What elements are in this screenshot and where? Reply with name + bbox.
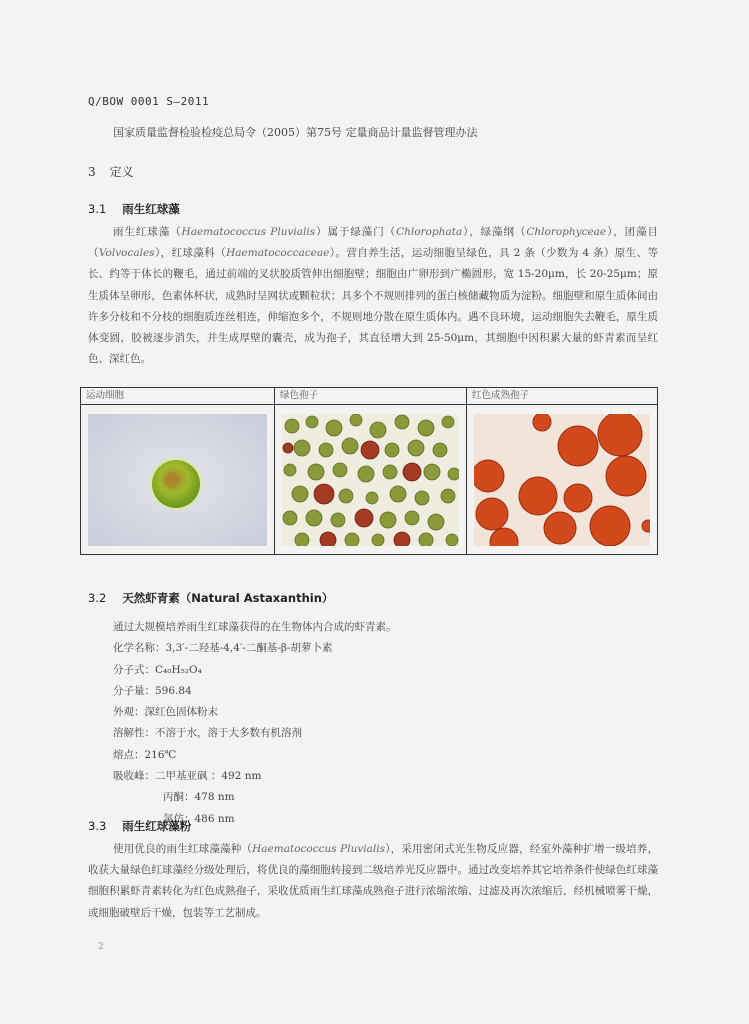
figure-label: 红色成熟孢子 [467, 388, 657, 405]
section-heading-3-2 [88, 590, 333, 606]
paragraph-algae-powder: 使用优良的雨生红球藻藻种（Haematococcus Pluvialis），采用密闭式光生物反应器，经室外藻种扩增一级培养，收获大量绿色红球藻经分级处理后，将优良的藻细胞转接到二级培养光反应器中。通过改变培养其它培养条件使绿色红球藻细胞积累虾青素转化为红色成熟孢子，采收优质雨生红球藻成熟孢子进行浓缩浓缩、过滤及再次浓缩后，经机械喷雾干燥，或细胞破壁后干燥，包装等工艺制成。 [88, 843, 659, 919]
spec-line: 溶解性：不溶于水，溶于大多数有机溶剂 [113, 727, 302, 740]
spec-line: 分子式：C₄₀H₅₂O₄ [113, 663, 202, 676]
section-heading-3-3 [88, 818, 191, 834]
spec-line: 化学名称：3,3′-二羟基-4,4′-二酮基-β-胡萝卜素 [113, 642, 333, 655]
red-spores-image [474, 414, 650, 546]
section-title: 定义 [109, 165, 134, 179]
figure-cell-green-spores [274, 388, 466, 554]
section-number: 3.1 [88, 202, 107, 216]
paragraph-haematococcus: 雨生红球藻（Haematococcus Pluvialis）属于绿藻门（Chlorophata），绿藻纲（Chlorophyceae），团藻目（Volvocales），红球藻科（Haematococcaceae）。营自养生活，运动细胞呈绿色，具 2 条（少数为 4 条）原生、等长、约等于体长的鞭毛，通过前端的叉状胶质管伸出细胞壁；细胞由广卵形到广椭圆形，宽 15-20μm，长 20-25μm；原生质体呈卵形，色素体杯状，成熟时呈网状或颗粒状；具多个不规则排列的蛋白核储藏物质为淀粉。细胞壁和原生质体间由许多分枝和不分枝的细胞质连丝相连，伸缩泡多个，不规则地分散在原生质体内。遇不良环境，运动细胞失去鞭毛，原生质体变圆，胶被逐步消失，并生成厚壁的囊壳，成为孢子，其直径增大到 25-50μm，其细胞中因积累大量的虾青素而呈红色、深红色。 [88, 226, 659, 366]
spec-line: 丙酮：478 nm [163, 791, 235, 804]
section-title: 天然虾青素（Natural Astaxanthin） [122, 591, 334, 605]
figure-cell-red-spores [466, 388, 657, 554]
spec-line: 外观：深红色固体粉末 [113, 706, 218, 719]
reference-document: 国家质量监督检验检疫总局令（2005）第75号 定量商品计量监督管理办法 [113, 126, 478, 139]
section-heading-3-1 [88, 201, 180, 217]
section-title: 雨生红球藻 [122, 202, 180, 216]
section-heading-3 [88, 163, 134, 180]
astaxanthin-specs [113, 617, 397, 830]
page-number: 2 [98, 942, 104, 952]
spec-line: 氯仿：486 nm [163, 812, 235, 825]
spec-line: 通过大规模培养雨生红球藻获得的在生物体内合成的虾青素。 [113, 621, 397, 633]
standard-code: Q/BOW 0001 S—2011 [88, 95, 210, 108]
motile-cell-image [88, 414, 267, 546]
figure-table [80, 387, 658, 555]
section-number: 3 [88, 165, 96, 179]
section-number: 3.3 [88, 819, 107, 833]
figure-cell-motile [81, 388, 274, 554]
section-title: 雨生红球藻粉 [122, 819, 192, 833]
spec-line: 分子量：596.84 [113, 684, 192, 697]
figure-label: 运动细胞 [81, 388, 274, 405]
figure-label: 绿色孢子 [275, 388, 466, 405]
green-spores-image [282, 414, 459, 546]
spec-line: 吸收峰：二甲基亚砜 ：492 nm [113, 770, 262, 783]
section-number: 3.2 [88, 591, 107, 605]
spec-line: 熔点：216℃ [113, 748, 177, 761]
